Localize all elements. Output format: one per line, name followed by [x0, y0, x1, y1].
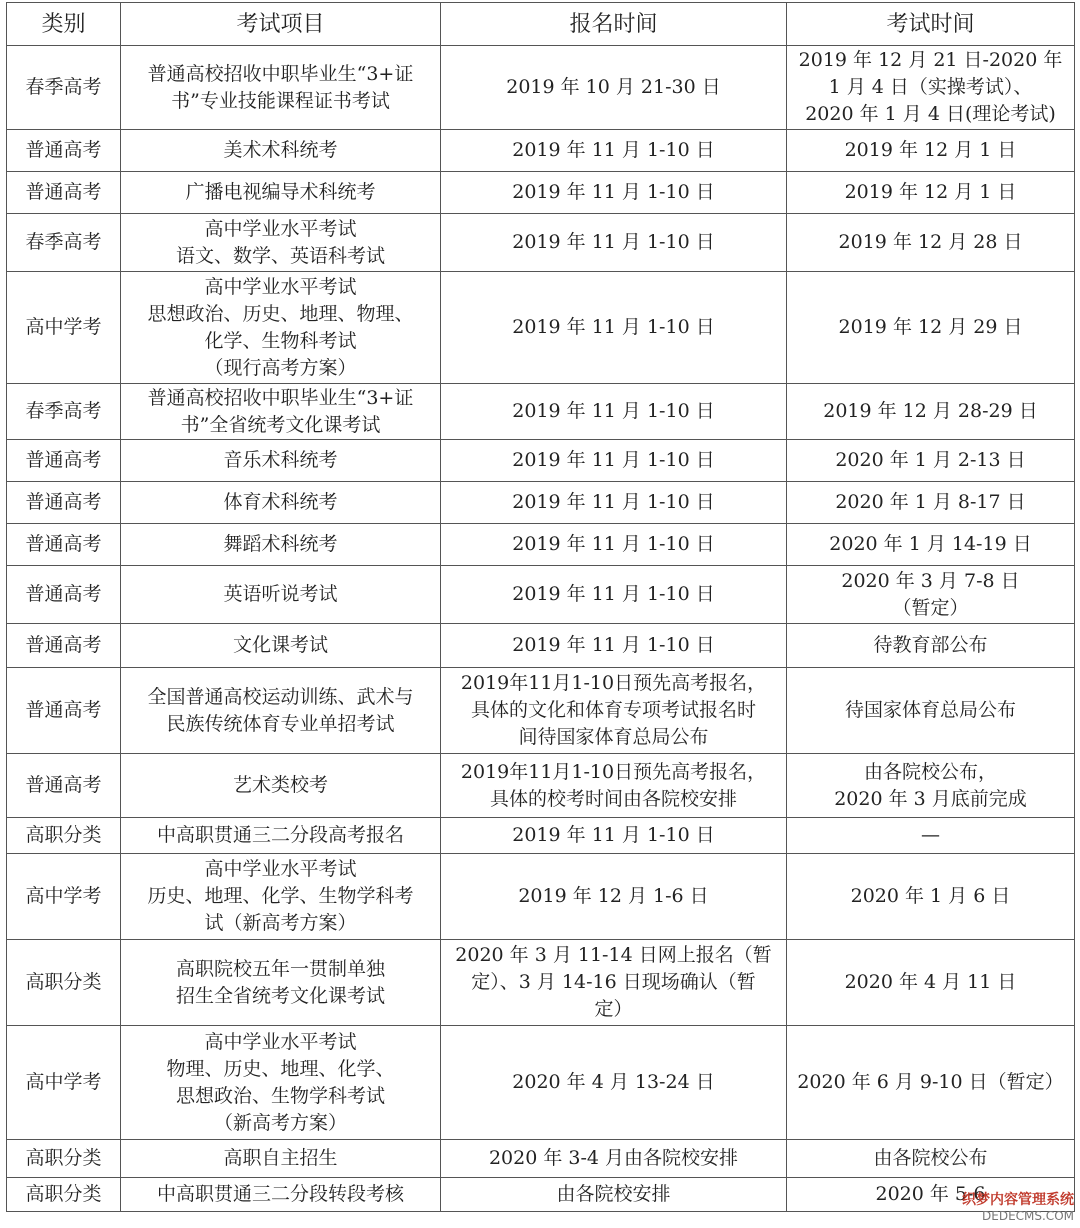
cell-item: 文化课考试 [121, 624, 441, 668]
table-row [7, 624, 1075, 668]
table-row [7, 130, 1075, 172]
cell-item: 中高职贯通三二分段转段考核 [121, 1178, 441, 1212]
table-row [7, 668, 1075, 754]
cell-exam-time: 2019 年 12 月 1 日 [787, 130, 1075, 172]
cell-exam-time: 由各院校公布， 2020 年 3 月底前完成 [787, 754, 1075, 818]
cell-item: 高职院校五年一贯制单独 招生全省统考文化课考试 [121, 940, 441, 1026]
cell-registration-time: 2019 年 11 月 1-10 日 [441, 624, 787, 668]
cell-item: 美术术科统考 [121, 130, 441, 172]
cell-exam-time: 由各院校公布 [787, 1140, 1075, 1178]
table-row [7, 482, 1075, 524]
cell-category: 高职分类 [7, 1140, 121, 1178]
cell-category: 普通高考 [7, 482, 121, 524]
cell-item: 中高职贯通三二分段高考报名 [121, 818, 441, 854]
cell-registration-time: 2019 年 11 月 1-10 日 [441, 214, 787, 272]
cell-exam-time: 2019 年 12 月 28 日 [787, 214, 1075, 272]
cell-category: 普通高考 [7, 130, 121, 172]
table-row [7, 854, 1075, 940]
cell-registration-time: 2019 年 10 月 21-30 日 [441, 46, 787, 130]
header-row [7, 3, 1075, 46]
cell-exam-time: 2020 年 6 月 9-10 日（暂定） [787, 1026, 1075, 1140]
header-item: 考试项目 [121, 3, 441, 46]
cell-item: 高中学业水平考试 思想政治、历史、地理、物理、 化学、生物科考试 （现行高考方案） [121, 272, 441, 384]
cell-category: 普通高考 [7, 524, 121, 566]
cell-item: 普通高校招收中职毕业生“3+证 书”全省统考文化课考试 [121, 384, 441, 440]
cell-exam-time: 2020 年 1 月 8-17 日 [787, 482, 1075, 524]
cell-item: 舞蹈术科统考 [121, 524, 441, 566]
table-row [7, 172, 1075, 214]
cell-registration-time: 2019 年 12 月 1-6 日 [441, 854, 787, 940]
cell-category: 春季高考 [7, 46, 121, 130]
cell-item: 普通高校招收中职毕业生“3+证 书”专业技能课程证书考试 [121, 46, 441, 130]
table-row [7, 566, 1075, 624]
watermark-domain: DEDECMS.COM [982, 1209, 1074, 1223]
cell-category: 高职分类 [7, 940, 121, 1026]
cell-category: 普通高考 [7, 172, 121, 214]
cell-registration-time: 2019 年 11 月 1-10 日 [441, 130, 787, 172]
cell-item: 高中学业水平考试 历史、地理、化学、生物学科考 试（新高考方案） [121, 854, 441, 940]
watermark-text: 织梦内容管理系统 [962, 1192, 1074, 1208]
header-category: 类别 [7, 3, 121, 46]
cell-item: 全国普通高校运动训练、武术与 民族传统体育专业单招考试 [121, 668, 441, 754]
table-row [7, 440, 1075, 482]
table-row [7, 1140, 1075, 1178]
cell-exam-time: 2019 年 12 月 21 日-2020 年 1 月 4 日（实操考试）、 2020 年 1 月 4 日(理论考试) [787, 46, 1075, 130]
cell-registration-time: 2020 年 3 月 11-14 日网上报名（暂 定）、3 月 14-16 日现场确认（暂 定） [441, 940, 787, 1026]
cell-item: 高中学业水平考试 语文、数学、英语科考试 [121, 214, 441, 272]
cell-registration-time: 2020 年 4 月 13-24 日 [441, 1026, 787, 1140]
cell-exam-time: — [787, 818, 1075, 854]
cell-category: 高中学考 [7, 272, 121, 384]
cell-registration-time: 2019年11月1-10日预先高考报名， 具体的文化和体育专项考试报名时 间待国家体育总局公布 [441, 668, 787, 754]
cell-exam-time: 2020 年 4 月 11 日 [787, 940, 1075, 1026]
table-row [7, 214, 1075, 272]
table-row [7, 1026, 1075, 1140]
cell-item: 高职自主招生 [121, 1140, 441, 1178]
cell-category: 普通高考 [7, 566, 121, 624]
cell-category: 高中学考 [7, 1026, 121, 1140]
table-row [7, 524, 1075, 566]
cell-registration-time: 2019 年 11 月 1-10 日 [441, 524, 787, 566]
cell-category: 高职分类 [7, 818, 121, 854]
cell-category: 普通高考 [7, 624, 121, 668]
cell-registration-time: 2019 年 11 月 1-10 日 [441, 440, 787, 482]
schedule-table-container [6, 2, 1074, 1212]
cell-item: 高中学业水平考试 物理、历史、地理、化学、 思想政治、生物学科考试 （新高考方案） [121, 1026, 441, 1140]
exam-schedule-table [6, 2, 1075, 1212]
cell-registration-time: 2019 年 11 月 1-10 日 [441, 566, 787, 624]
table-row [7, 1178, 1075, 1212]
table-row [7, 46, 1075, 130]
cell-item: 音乐术科统考 [121, 440, 441, 482]
cell-exam-time: 2019 年 12 月 1 日 [787, 172, 1075, 214]
site-watermark [962, 1192, 1074, 1224]
table-row [7, 818, 1075, 854]
cell-exam-time: 2020 年 1 月 2-13 日 [787, 440, 1075, 482]
cell-exam-time: 2019 年 12 月 29 日 [787, 272, 1075, 384]
cell-category: 春季高考 [7, 384, 121, 440]
cell-category: 普通高考 [7, 440, 121, 482]
cell-exam-time: 待教育部公布 [787, 624, 1075, 668]
cell-exam-time: 待国家体育总局公布 [787, 668, 1075, 754]
cell-registration-time: 2019 年 11 月 1-10 日 [441, 172, 787, 214]
cell-category: 高中学考 [7, 854, 121, 940]
table-row [7, 754, 1075, 818]
cell-item: 体育术科统考 [121, 482, 441, 524]
cell-category: 普通高考 [7, 754, 121, 818]
table-row [7, 384, 1075, 440]
header-exam-time: 考试时间 [787, 3, 1075, 46]
cell-category: 高职分类 [7, 1178, 121, 1212]
cell-registration-time: 2019 年 11 月 1-10 日 [441, 384, 787, 440]
cell-registration-time: 2019年11月1-10日预先高考报名， 具体的校考时间由各院校安排 [441, 754, 787, 818]
cell-item: 广播电视编导术科统考 [121, 172, 441, 214]
cell-registration-time: 2019 年 11 月 1-10 日 [441, 818, 787, 854]
table-row [7, 940, 1075, 1026]
cell-exam-time: 2019 年 12 月 28-29 日 [787, 384, 1075, 440]
cell-exam-time: 2020 年 3 月 7-8 日 （暂定） [787, 566, 1075, 624]
header-registration-time: 报名时间 [441, 3, 787, 46]
cell-item: 英语听说考试 [121, 566, 441, 624]
cell-registration-time: 由各院校安排 [441, 1178, 787, 1212]
cell-registration-time: 2019 年 11 月 1-10 日 [441, 272, 787, 384]
cell-category: 春季高考 [7, 214, 121, 272]
cell-registration-time: 2019 年 11 月 1-10 日 [441, 482, 787, 524]
cell-category: 普通高考 [7, 668, 121, 754]
cell-exam-time: 2020 年 1 月 6 日 [787, 854, 1075, 940]
cell-exam-time: 2020 年 5-6 [787, 1178, 1075, 1212]
cell-exam-time: 2020 年 1 月 14-19 日 [787, 524, 1075, 566]
table-row [7, 272, 1075, 384]
cell-registration-time: 2020 年 3-4 月由各院校安排 [441, 1140, 787, 1178]
cell-item: 艺术类校考 [121, 754, 441, 818]
